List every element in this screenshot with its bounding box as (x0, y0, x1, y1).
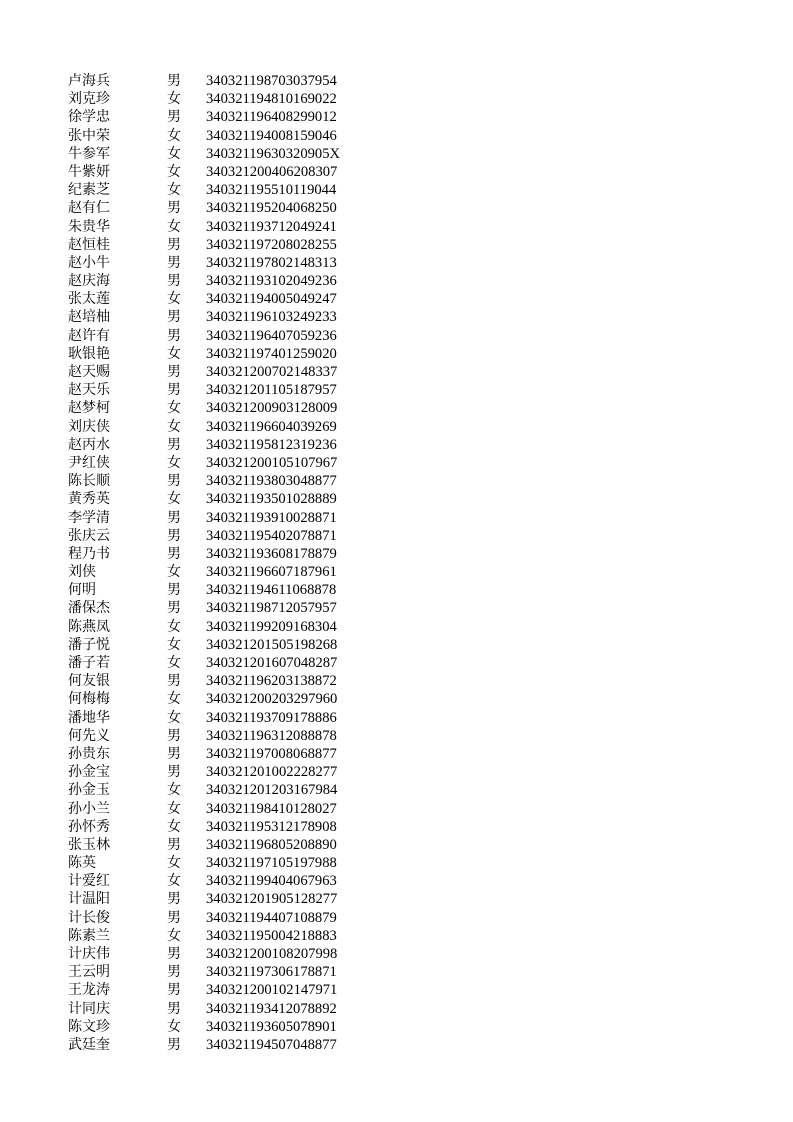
record-gender: 女 (167, 873, 181, 890)
record-row (0, 399, 793, 417)
record-name: 牛紫妍 (68, 163, 110, 180)
record-id-number: 340321195312178908 (206, 818, 337, 835)
record-id-number: 340321198712057957 (206, 600, 337, 617)
record-row (0, 909, 793, 927)
record-id-number: 340321200702148337 (206, 364, 338, 380)
record-id-number: 340321197105197988 (206, 855, 337, 872)
record-name: 潘地华 (68, 709, 110, 726)
record-row (0, 872, 793, 890)
record-id-number: 340321193712049241 (206, 218, 337, 235)
record-row (0, 599, 793, 617)
record-id-number: 340321200203297960 (206, 691, 338, 708)
record-gender: 男 (167, 309, 181, 326)
record-id-number: 340321201505198268 (206, 636, 338, 653)
record-gender: 女 (167, 91, 181, 108)
record-name: 何先义 (68, 727, 110, 744)
record-gender: 女 (167, 127, 181, 144)
record-row (0, 672, 793, 690)
record-id-number: 340321196805208890 (206, 836, 337, 853)
record-id-number: 340321200903128009 (206, 400, 338, 417)
record-name: 孙小兰 (68, 800, 110, 817)
record-name: 潘子若 (68, 655, 110, 671)
record-id-number: 340321198703037954 (206, 73, 337, 89)
record-id-number: 340321193709178886 (206, 709, 337, 726)
record-name: 孙贵东 (68, 745, 110, 762)
record-row (0, 745, 793, 763)
record-id-number: 340321197802148313 (206, 254, 337, 271)
record-name: 程乃书 (68, 545, 110, 562)
record-gender: 男 (167, 545, 181, 562)
record-name: 张太莲 (68, 291, 110, 308)
record-row (0, 236, 793, 254)
record-id-number: 340321195812319236 (206, 436, 337, 453)
record-name: 孙金宝 (68, 764, 110, 781)
record-row (0, 454, 793, 472)
record-gender: 男 (167, 836, 181, 853)
record-id-number: 340321193910028871 (206, 509, 337, 526)
record-id-number: 340321200105107967 (206, 454, 338, 471)
record-gender: 男 (167, 727, 181, 744)
record-row (0, 472, 793, 490)
record-name: 孙怀秀 (68, 818, 110, 835)
record-name: 赵小牛 (68, 254, 110, 271)
record-gender: 女 (167, 291, 181, 308)
record-gender: 女 (167, 782, 181, 799)
record-gender: 女 (167, 182, 181, 199)
record-gender: 女 (167, 418, 181, 435)
record-row (0, 890, 793, 908)
record-id-number: 340321194008159046 (206, 127, 337, 144)
record-gender: 女 (167, 491, 181, 508)
record-id-number: 340321194407108879 (206, 909, 337, 926)
record-gender: 女 (167, 618, 181, 635)
record-id-number: 340321199209168304 (206, 618, 337, 635)
record-name: 计爱红 (68, 873, 110, 890)
record-row (0, 1036, 793, 1054)
record-row (0, 1000, 793, 1018)
record-id-number: 340321200108207998 (206, 946, 338, 962)
record-gender: 男 (167, 236, 181, 253)
record-gender: 男 (167, 745, 181, 762)
record-name: 何友银 (68, 673, 110, 690)
record-name: 牛参军 (68, 145, 110, 162)
record-name: 赵天赐 (68, 364, 110, 380)
record-name: 计庆伟 (68, 946, 110, 962)
record-gender: 男 (167, 891, 181, 908)
record-gender: 男 (167, 73, 181, 89)
record-gender: 女 (167, 345, 181, 362)
record-id-number: 340321193608178879 (206, 545, 337, 562)
record-name: 陈文珍 (68, 1018, 110, 1035)
record-row (0, 818, 793, 836)
record-name: 赵丙水 (68, 436, 110, 453)
record-id-number: 340321195510119044 (206, 182, 337, 199)
record-row (0, 781, 793, 799)
record-row (0, 854, 793, 872)
record-id-number: 340321201203167984 (206, 782, 338, 799)
record-gender: 女 (167, 1018, 181, 1035)
record-id-number: 340321196408299012 (206, 109, 337, 126)
record-id-number: 340321193412078892 (206, 1000, 337, 1017)
record-name: 武廷奎 (68, 1036, 110, 1053)
record-id-number: 340321194810169022 (206, 91, 337, 108)
record-row (0, 527, 793, 545)
record-gender: 女 (167, 163, 181, 180)
record-gender: 男 (167, 473, 181, 490)
record-id-number: 340321193102049236 (206, 273, 337, 290)
record-row (0, 345, 793, 363)
record-row (0, 945, 793, 963)
record-gender: 男 (167, 436, 181, 453)
record-name: 张中荣 (68, 127, 110, 144)
record-row (0, 981, 793, 999)
record-id-number: 340321196103249233 (206, 309, 337, 326)
record-row (0, 272, 793, 290)
record-id-number: 340321201002228277 (206, 764, 338, 781)
record-row (0, 927, 793, 945)
record-name: 朱贵华 (68, 218, 110, 235)
record-name: 赵许有 (68, 327, 110, 344)
record-name: 王云明 (68, 964, 110, 981)
record-row (0, 218, 793, 236)
record-name: 何明 (68, 582, 96, 599)
record-row (0, 563, 793, 581)
record-name: 计长俊 (68, 909, 110, 926)
record-id-number: 340321197306178871 (206, 964, 337, 981)
record-gender: 男 (167, 527, 181, 544)
record-row (0, 963, 793, 981)
record-row (0, 363, 793, 381)
record-id-number: 340321194611068878 (206, 582, 337, 599)
record-id-number: 340321201607048287 (206, 655, 338, 671)
record-row (0, 436, 793, 454)
record-row (0, 545, 793, 563)
record-name: 计同庆 (68, 1000, 110, 1017)
record-row (0, 127, 793, 145)
record-id-number: 340321196604039269 (206, 418, 337, 435)
record-name: 赵恒桂 (68, 236, 110, 253)
record-gender: 女 (167, 927, 181, 944)
record-row (0, 636, 793, 654)
record-gender: 男 (167, 327, 181, 344)
record-row (0, 654, 793, 672)
record-id-number: 340321196312088878 (206, 727, 337, 744)
record-name: 卢海兵 (68, 73, 110, 89)
record-row (0, 181, 793, 199)
record-name: 张玉林 (68, 836, 110, 853)
record-row (0, 308, 793, 326)
record-gender: 男 (167, 382, 181, 399)
record-name: 陈燕凤 (68, 618, 110, 635)
record-name: 陈长顺 (68, 473, 110, 490)
record-gender: 女 (167, 400, 181, 417)
record-name: 陈素兰 (68, 927, 110, 944)
record-row (0, 709, 793, 727)
record-gender: 男 (167, 509, 181, 526)
record-row (0, 290, 793, 308)
record-gender: 男 (167, 964, 181, 981)
record-gender: 男 (167, 1000, 181, 1017)
record-id-number: 340321197008068877 (206, 745, 337, 762)
record-gender: 男 (167, 982, 181, 999)
record-row (0, 418, 793, 436)
record-row (0, 1018, 793, 1036)
record-id-number: 340321200102147971 (206, 982, 338, 999)
record-gender: 男 (167, 273, 181, 290)
record-name: 徐学忠 (68, 109, 110, 126)
record-gender: 女 (167, 800, 181, 817)
record-row (0, 490, 793, 508)
record-gender: 女 (167, 218, 181, 235)
record-gender: 男 (167, 200, 181, 217)
record-row (0, 800, 793, 818)
record-name: 王龙涛 (68, 982, 110, 999)
record-name: 刘庆侠 (68, 418, 110, 435)
record-name: 赵梦柯 (68, 400, 110, 417)
record-gender: 男 (167, 764, 181, 781)
record-id-number: 340321196203138872 (206, 673, 337, 690)
record-gender: 女 (167, 636, 181, 653)
record-gender: 男 (167, 600, 181, 617)
record-gender: 女 (167, 655, 181, 671)
record-id-number: 34032119630320905X (206, 145, 341, 162)
record-name: 何梅梅 (68, 691, 110, 708)
record-gender: 男 (167, 946, 181, 962)
record-id-number: 340321195004218883 (206, 927, 337, 944)
record-name: 纪素芝 (68, 182, 110, 199)
record-id-number: 340321195402078871 (206, 527, 337, 544)
record-name: 黄秀英 (68, 491, 110, 508)
record-row (0, 727, 793, 745)
record-row (0, 254, 793, 272)
record-name: 赵天乐 (68, 382, 110, 399)
record-row (0, 690, 793, 708)
record-row (0, 618, 793, 636)
record-id-number: 340321198410128027 (206, 800, 337, 817)
record-row (0, 327, 793, 345)
record-id-number: 340321195204068250 (206, 200, 337, 217)
record-name: 刘侠 (68, 564, 96, 581)
record-id-number: 340321197401259020 (206, 345, 337, 362)
record-id-number: 340321199404067963 (206, 873, 337, 890)
record-gender: 女 (167, 564, 181, 581)
record-name: 李学清 (68, 509, 110, 526)
record-gender: 女 (167, 145, 181, 162)
record-row (0, 381, 793, 399)
record-id-number: 340321194507048877 (206, 1036, 337, 1053)
record-name: 张庆云 (68, 527, 110, 544)
records-list (0, 72, 793, 1054)
record-row (0, 581, 793, 599)
record-id-number: 340321193803048877 (206, 473, 337, 490)
record-gender: 女 (167, 709, 181, 726)
record-gender: 男 (167, 1036, 181, 1053)
record-name: 耿银艳 (68, 345, 110, 362)
record-id-number: 340321193501028889 (206, 491, 337, 508)
record-name: 孙金玉 (68, 782, 110, 799)
record-name: 赵培柚 (68, 309, 110, 326)
record-gender: 女 (167, 855, 181, 872)
record-gender: 女 (167, 454, 181, 471)
record-name: 赵有仁 (68, 200, 110, 217)
record-id-number: 340321193605078901 (206, 1018, 337, 1035)
record-name: 潘保杰 (68, 600, 110, 617)
record-gender: 男 (167, 673, 181, 690)
record-gender: 女 (167, 691, 181, 708)
record-row (0, 836, 793, 854)
record-id-number: 340321201105187957 (206, 382, 337, 399)
record-gender: 女 (167, 818, 181, 835)
record-gender: 男 (167, 109, 181, 126)
record-name: 赵庆海 (68, 273, 110, 290)
record-name: 潘子悦 (68, 636, 110, 653)
record-row (0, 145, 793, 163)
record-name: 尹红侠 (68, 454, 110, 471)
record-id-number: 340321196407059236 (206, 327, 337, 344)
record-name: 计温阳 (68, 891, 110, 908)
record-gender: 男 (167, 364, 181, 380)
record-name: 刘克珍 (68, 91, 110, 108)
record-id-number: 340321194005049247 (206, 291, 337, 308)
record-row (0, 72, 793, 90)
record-row (0, 163, 793, 181)
record-id-number: 340321201905128277 (206, 891, 338, 908)
record-gender: 男 (167, 254, 181, 271)
record-name: 陈英 (68, 855, 96, 872)
record-row (0, 763, 793, 781)
record-row (0, 108, 793, 126)
record-gender: 男 (167, 582, 181, 599)
record-gender: 男 (167, 909, 181, 926)
record-id-number: 340321200406208307 (206, 163, 338, 180)
record-row (0, 199, 793, 217)
record-id-number: 340321197208028255 (206, 236, 337, 253)
record-row (0, 90, 793, 108)
record-row (0, 509, 793, 527)
record-id-number: 340321196607187961 (206, 564, 337, 581)
